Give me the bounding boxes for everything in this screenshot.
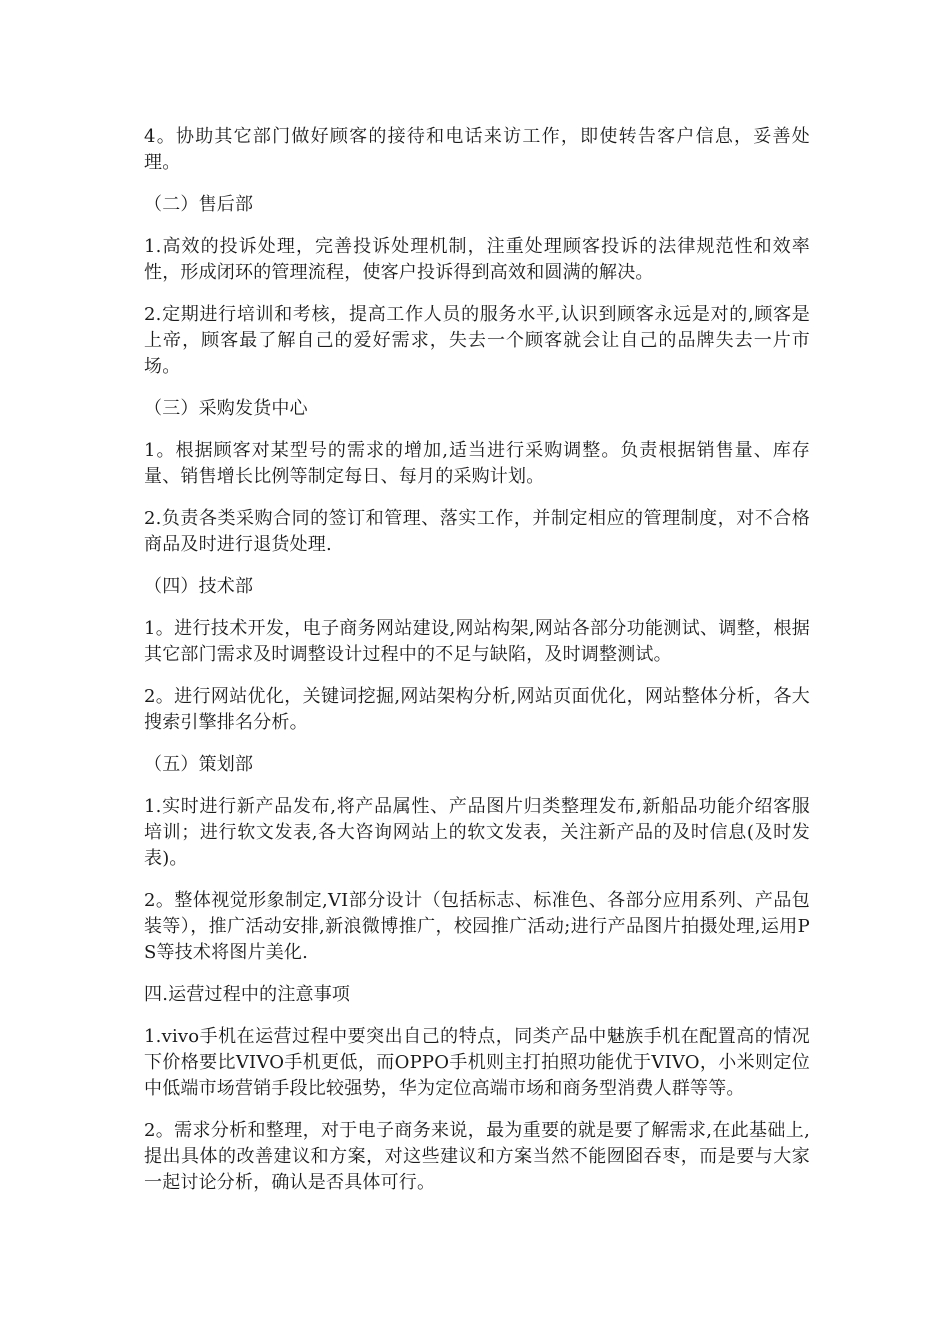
section-heading-purchasing: （三）采购发货中心 xyxy=(144,398,308,419)
paragraph-2: 1.高效的投诉处理，完善投诉处理机制，注重处理顾客投诉的法律规范性和效率性，形成闭环的管理流程，使客户投诉得到高效和圆满的解决。 xyxy=(144,236,810,283)
paragraph-10: 1.vivo手机在运营过程中要突出自己的特点，同类产品中魅族手机在配置高的情况下价格要比VIVO手机更低，而OPPO手机则主打拍照功能优于VIVO，小米则定位中低端市场营销手段比较强势，华为定位高端市场和商务型消费人群等等。 xyxy=(144,1026,810,1099)
paragraph-3: 2.定期进行培训和考核，提高工作人员的服务水平,认识到顾客永远是对的,顾客是上帝，顾客最了解自己的爱好需求，失去一个顾客就会让自己的品牌失去一片市场。 xyxy=(144,304,810,377)
section-heading-after-sales: （二）售后部 xyxy=(144,194,254,215)
section-heading-technology: （四）技术部 xyxy=(144,576,254,597)
paragraph-9: 2。整体视觉形象制定,VI部分设计（包括标志、标准色、各部分应用系列、产品包装等），推广活动安排,新浪微博推广，校园推广活动;进行产品图片拍摄处理,运用PS等技术将图片美化. xyxy=(144,890,810,963)
paragraph-5: 2.负责各类采购合同的签订和管理、落实工作，并制定相应的管理制度，对不合格商品及时进行退货处理. xyxy=(144,508,810,555)
section-heading-operations-notes: 四.运营过程中的注意事项 xyxy=(144,984,351,1005)
paragraph-6: 1。进行技术开发，电子商务网站建设,网站构架,网站各部分功能测试、调整，根据其它部门需求及时调整设计过程中的不足与缺陷，及时调整测试。 xyxy=(144,618,810,665)
document-body xyxy=(144,124,810,1212)
paragraph-4: 1。根据顾客对某型号的需求的增加,适当进行采购调整。负责根据销售量、库存量、销售增长比例等制定每日、每月的采购计划。 xyxy=(144,440,810,487)
paragraph-1: 4。协助其它部门做好顾客的接待和电话来访工作，即使转告客户信息，妥善处理。 xyxy=(144,126,810,173)
section-heading-planning: （五）策划部 xyxy=(144,754,254,775)
paragraph-11: 2。需求分析和整理，对于电子商务来说，最为重要的就是要了解需求,在此基础上,提出具体的改善建议和方案，对这些建议和方案当然不能囫囵吞枣，而是要与大家一起讨论分析，确认是否具体可行。 xyxy=(144,1120,810,1193)
paragraph-7: 2。进行网站优化，关键词挖掘,网站架构分析,网站页面优化，网站整体分析，各大搜索引擎排名分析。 xyxy=(144,686,810,733)
paragraph-8: 1.实时进行新产品发布,将产品属性、产品图片归类整理发布,新船品功能介绍客服培训；进行软文发表,各大咨询网站上的软文发表，关注新产品的及时信息(及时发表)。 xyxy=(144,796,810,869)
